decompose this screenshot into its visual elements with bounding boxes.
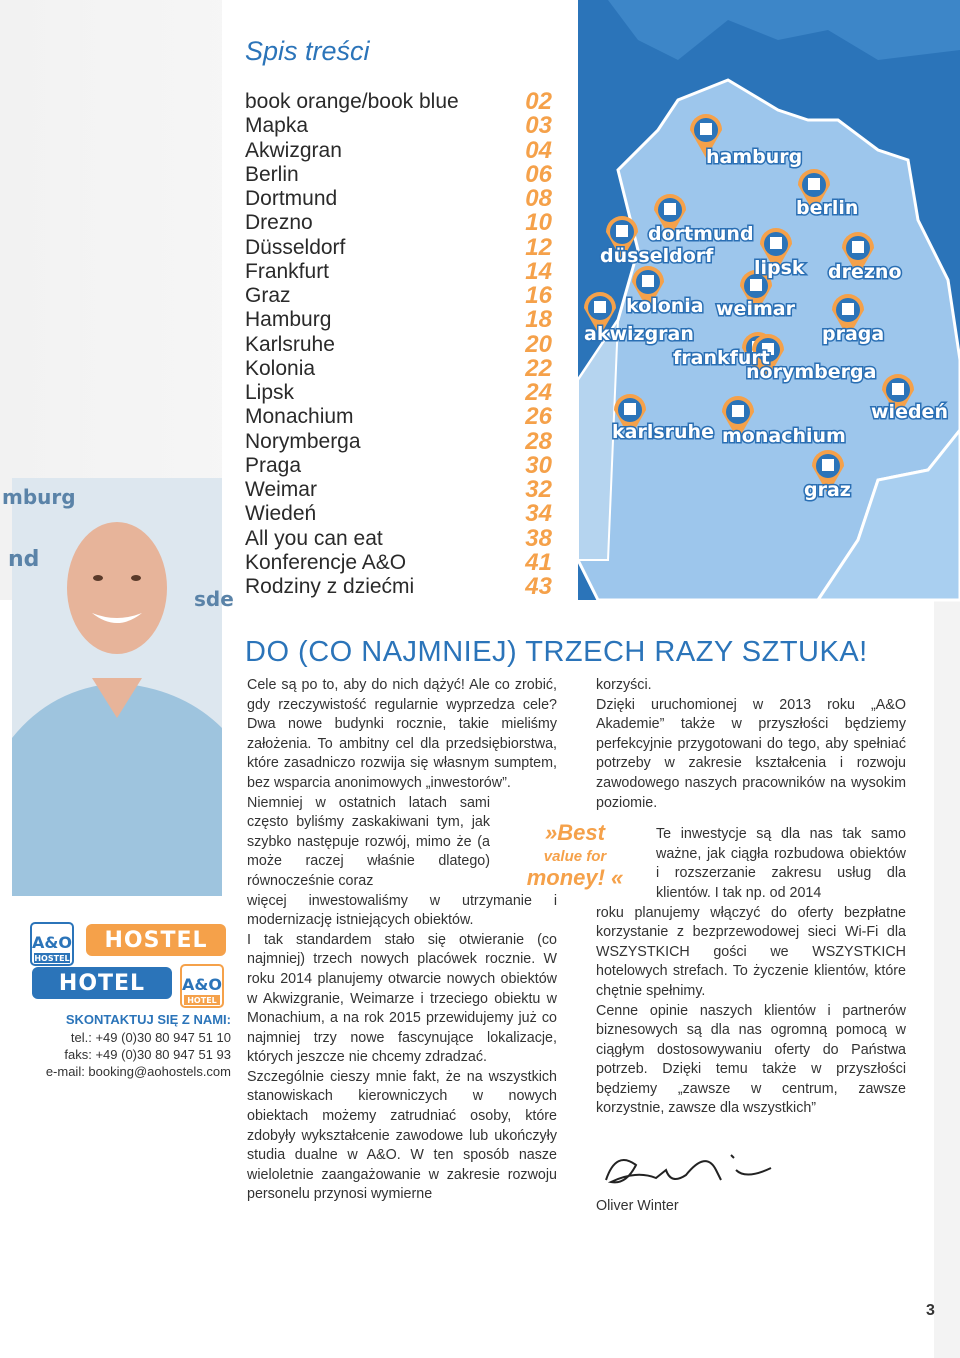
toc-entry-page: 08 <box>525 185 552 212</box>
toc-entry-page: 30 <box>525 451 552 479</box>
toc-entry-page: 34 <box>525 500 552 528</box>
portrait-photo <box>2 478 234 896</box>
quote-line-2: value for <box>543 848 607 865</box>
toc-entry-name: Mapka <box>245 114 309 138</box>
toc-row[interactable] <box>245 90 575 114</box>
toc-entry-page: 38 <box>525 524 552 552</box>
article-column-2 <box>596 676 906 1119</box>
toc-row[interactable] <box>245 257 575 285</box>
toc-list <box>245 90 575 599</box>
toc-row[interactable] <box>245 502 575 526</box>
signature <box>596 1140 776 1200</box>
quote-line-1: »Best <box>545 820 605 845</box>
contact-email[interactable]: e-mail: booking@aohostels.com <box>45 1064 231 1079</box>
toc-row[interactable] <box>245 330 575 358</box>
map-city-label: norymberga <box>746 361 877 383</box>
map-city-label: düsseldorf <box>600 245 714 267</box>
hotel-badge: HOTEL <box>32 967 172 999</box>
map-city-label: praga <box>822 323 885 345</box>
toc-row[interactable] <box>245 284 575 308</box>
map-graphic <box>578 0 960 600</box>
toc-row[interactable] <box>245 211 575 235</box>
toc-row[interactable] <box>245 136 575 164</box>
quote-line-3: money! « <box>526 865 624 890</box>
paragraph: Szczególnie cieszy mnie fakt, że na wszystkich stanowiskach kierowniczych w nowych obiektach możemy zatrudniać osoby, które zdobyły wykształcenie zawodowe lub ukończyły studia dualne w A&O. W ten sposób nasze wieloletnie zaangażowanie w zakresie rozwoju personelu przynosi wymierne <box>247 1068 557 1203</box>
toc-row[interactable] <box>245 233 575 261</box>
ao-hostel-logo <box>30 922 74 966</box>
paragraph: roku planujemy włączyć do oferty bezpłatne korzystanie z bezprzewodowej sieci Wi-Fi dla WSZYSTKICH gości we WSZYSTKICH hotelowych strefach. To życzenie klientów, które chętnie spełnimy. <box>596 904 906 999</box>
toc-row[interactable] <box>245 427 575 455</box>
toc-row[interactable] <box>245 575 575 599</box>
toc-entry-name: Düsseldorf <box>245 235 346 259</box>
toc-row[interactable] <box>245 354 575 382</box>
toc-title: Spis treści <box>245 36 370 66</box>
toc-entry-page: 22 <box>525 354 552 382</box>
map-city-label: graz <box>804 479 851 501</box>
toc-entry-page: 26 <box>525 403 552 431</box>
photo-bg-text: nd <box>8 547 40 572</box>
map-city-label: wiedeń <box>871 401 948 423</box>
toc-entry-page: 41 <box>525 548 552 576</box>
map-city-label: karlsruhe <box>612 421 714 443</box>
toc-entry-name: Norymberga <box>245 429 361 453</box>
face <box>67 522 167 654</box>
toc-entry-page: 04 <box>525 136 552 164</box>
toc-entry-name: Konferencje A&O <box>245 550 407 574</box>
toc-row[interactable] <box>245 451 575 479</box>
page-number: 3 <box>926 1302 935 1319</box>
paragraph: Niemniej w ostatnich latach sami często byliśmy zaskakiwani tym, jak szybko następuje rozwój, mimo że (a może raczej właśnie dlatego) równocześnie coraz <box>247 794 490 889</box>
toc-entry-page: 20 <box>525 330 552 358</box>
map-city-label: hamburg <box>706 146 803 168</box>
svg-text:A&O: A&O <box>32 933 72 952</box>
portrait-graphic <box>2 478 234 896</box>
toc-entry-name: Rodziny z dziećmi <box>245 575 415 598</box>
hostel-badge: HOSTEL <box>86 924 226 956</box>
map-city-label: monachium <box>722 425 846 447</box>
svg-text:HOTEL: HOTEL <box>187 996 217 1005</box>
contact-tel[interactable]: tel.: +49 (0)30 80 947 51 10 <box>70 1030 231 1045</box>
toc-entry-name: Karlsruhe <box>245 332 335 356</box>
toc-entry-page: 06 <box>525 160 552 188</box>
map-city-label: drezno <box>828 261 902 283</box>
toc-row[interactable] <box>245 524 575 552</box>
toc-entry-page: 16 <box>525 282 552 309</box>
toc-row[interactable] <box>245 308 575 332</box>
toc-entry-page: 43 <box>525 573 552 600</box>
article-column-1 <box>247 676 557 1205</box>
right-margin <box>934 600 960 1358</box>
signer-name: Oliver Winter <box>596 1198 679 1214</box>
map-city-label: berlin <box>796 197 859 219</box>
toc-entry-name: Weimar <box>245 478 317 501</box>
contact-fax: faks: +49 (0)30 80 947 51 93 <box>64 1047 231 1062</box>
toc-entry-page: 12 <box>525 233 552 261</box>
toc-entry-name: All you can eat <box>245 526 383 550</box>
germany-map <box>578 0 960 600</box>
toc-entry-name: Praga <box>245 453 302 477</box>
photo-bg-text: mburg <box>2 485 76 509</box>
paragraph: I tak standardem stało się otwieranie (co najmniej) trzech nowych placówek rocznie. W roku 2014 planujemy otwarcie nowych obiektów w Akwizgranie, Weimarze i trzeciego obiektu w Monachium, a na rok 2015 przewidujemy już co najmniej trzy nowe fascynujące lokalizacje, których jeszcze nie chcemy zdradzać. <box>247 931 557 1066</box>
toc-entry-name: Frankfurt <box>245 259 330 283</box>
svg-text:HOSTEL: HOSTEL <box>34 954 70 963</box>
paragraph: Cele są po to, aby do nich dążyć! Ale co zrobić, gdy rzeczywistość regularnie wyprzedza cele? Dwa nowe budynki rocznie, takie mieliśmy założenia. To ambitny cel dla przedsiębiorstwa, które zasadniczo rozwija się własnym sumptem, bez wsparcia anonimowych „inwestorów”. <box>247 677 557 791</box>
toc-entry-page: 18 <box>525 306 552 334</box>
paragraph: korzyści. <box>596 677 652 693</box>
toc-entry-page: 03 <box>525 112 552 140</box>
toc-row[interactable] <box>245 381 575 405</box>
svg-text:A&O: A&O <box>182 975 222 994</box>
photo-bg-text: sde <box>194 587 234 611</box>
toc-row[interactable] <box>245 160 575 188</box>
toc-row[interactable] <box>245 114 575 138</box>
toc-entry-page: 24 <box>525 379 552 406</box>
toc-entry-name: Dortmund <box>245 187 338 210</box>
map-city-label: dortmund <box>648 223 754 245</box>
map-city-label: lipsk <box>754 257 805 279</box>
right-eye <box>131 575 141 581</box>
toc-entry-name: Hamburg <box>245 308 332 332</box>
toc-row[interactable] <box>245 405 575 429</box>
toc-entry-name: Graz <box>245 284 291 307</box>
article-headline: DO (CO NAJMNIEJ) TRZECH RAZY SZTUKA! <box>245 636 868 668</box>
toc-row[interactable] <box>245 548 575 576</box>
toc-row[interactable] <box>245 478 575 502</box>
toc-entry-page: 10 <box>525 209 552 237</box>
paragraph: Te inwestycje są dla nas tak samo ważne, jak ciągła rozbudowa obiektów i rozszerzanie zakresu usług dla klientów. I tak np. od 2014 <box>656 826 906 901</box>
map-city-label: kolonia <box>626 295 704 317</box>
map-city-label: weimar <box>716 298 795 320</box>
toc-entry-name: Berlin <box>245 162 299 186</box>
toc-entry-page: 02 <box>525 88 552 115</box>
paragraph: Dzięki uruchomionej w 2013 roku „A&O Akademie” także w przyszłości będziemy perfekcyjnie przygotowani do tego, aby spełniać potrzeby w zakresie kształcenia i rozwoju zawodowego naszych pracowników na wysokim poziomie. <box>596 696 906 811</box>
paragraph: Cenne opinie naszych klientów i partnerów biznesowych są dla nas ogromną pomocą w ciągłym dostosowywaniu oferty do Państwa potrzeb. Dzięki temu także w przyszłości będziemy „zawsze w centrum, zawsze korzystnie, zawsze dla wszystkich” <box>596 1002 906 1117</box>
toc-entry-name: Akwizgran <box>245 138 342 162</box>
map-city-label: akwizgran <box>584 323 694 345</box>
paragraph: więcej inwestowaliśmy w utrzymanie i modernizację istniejących obiektów. <box>247 892 557 929</box>
toc-entry-page: 32 <box>525 476 552 503</box>
toc-entry-page: 28 <box>525 427 552 455</box>
map-city-label: frankfurt <box>673 347 770 369</box>
toc-entry-name: Drezno <box>245 211 313 235</box>
left-eye <box>93 575 103 581</box>
toc-entry-name: Wiedeń <box>245 502 317 526</box>
toc-entry-name: Monachium <box>245 405 354 429</box>
toc-row[interactable] <box>245 187 575 211</box>
toc-entry-name: Lipsk <box>245 381 295 404</box>
toc-entry-name: book orange/book blue <box>245 90 459 113</box>
contact-heading: SKONTAKTUJ SIĘ Z NAMI: <box>65 1012 231 1027</box>
ao-hotel-logo <box>180 964 224 1008</box>
toc-entry-name: Kolonia <box>245 356 316 380</box>
toc-entry-page: 14 <box>525 257 552 285</box>
